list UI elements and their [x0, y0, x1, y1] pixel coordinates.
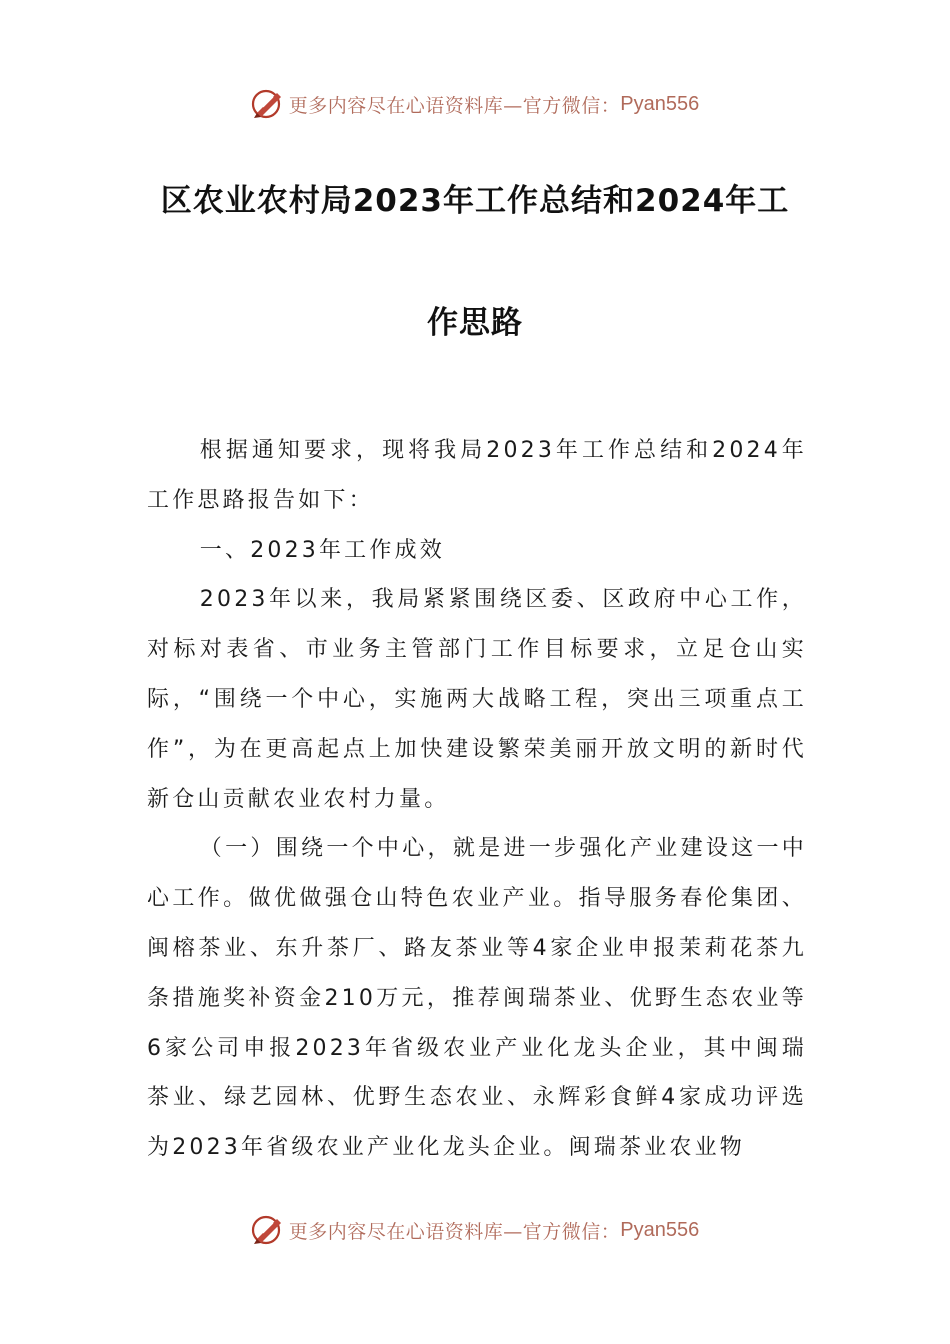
watermark-text: 更多内容尽在心语资料库—官方微信： [288, 1220, 621, 1243]
paragraph-intro: 根据通知要求，现将我局2023年工作总结和2024年工作思路报告如下： [147, 438, 807, 513]
watermark-handle: Pyan556 [620, 92, 700, 115]
paragraph-overview: 2023年以来，我局紧紧围绕区委、区政府中心工作，对标对表省、市业务主管部门工作目标要求，立足仓山实际，“围绕一个中心，实施两大战略工程，突出三项重点工作”，为在更高起点上加快建设繁荣美丽开放文明的新时代新仓山贡献农业农村力量。 [147, 587, 807, 812]
pen-logo-icon [251, 1213, 285, 1247]
paragraph-subsection-1: （一）围绕一个中心，就是进一步强化产业建设这一中心工作。做优做强仓山特色农业产业。指导服务春伦集团、闽榕茶业、东升茶厂、路友茶业等4家企业申报茉莉花茶九条措施奖补资金210万元，推荐闽瑞茶业、优野生态农业等6家公司申报2023年省级农业产业化龙头企业，其中闽瑞茶业、绿艺园林、优野生态农业、永辉彩食鲜4家成功评选为2023年省级农业产业化龙头企业。闽瑞茶业农业物 [147, 836, 807, 1161]
document-title-line-1: 区农业农村局2023年工作总结和2024年工 [160, 183, 790, 219]
watermark-handle: Pyan556 [620, 1218, 700, 1241]
pen-logo-icon [251, 87, 285, 121]
watermark-banner-top [0, 84, 950, 124]
document-title-line-2: 作思路 [427, 305, 523, 341]
watermark-text: 更多内容尽在心语资料库—官方微信： [288, 94, 621, 117]
watermark-banner-bottom [0, 1210, 950, 1250]
section-heading-1: 一、2023年工作成效 [199, 537, 445, 563]
document-body [147, 426, 807, 1173]
